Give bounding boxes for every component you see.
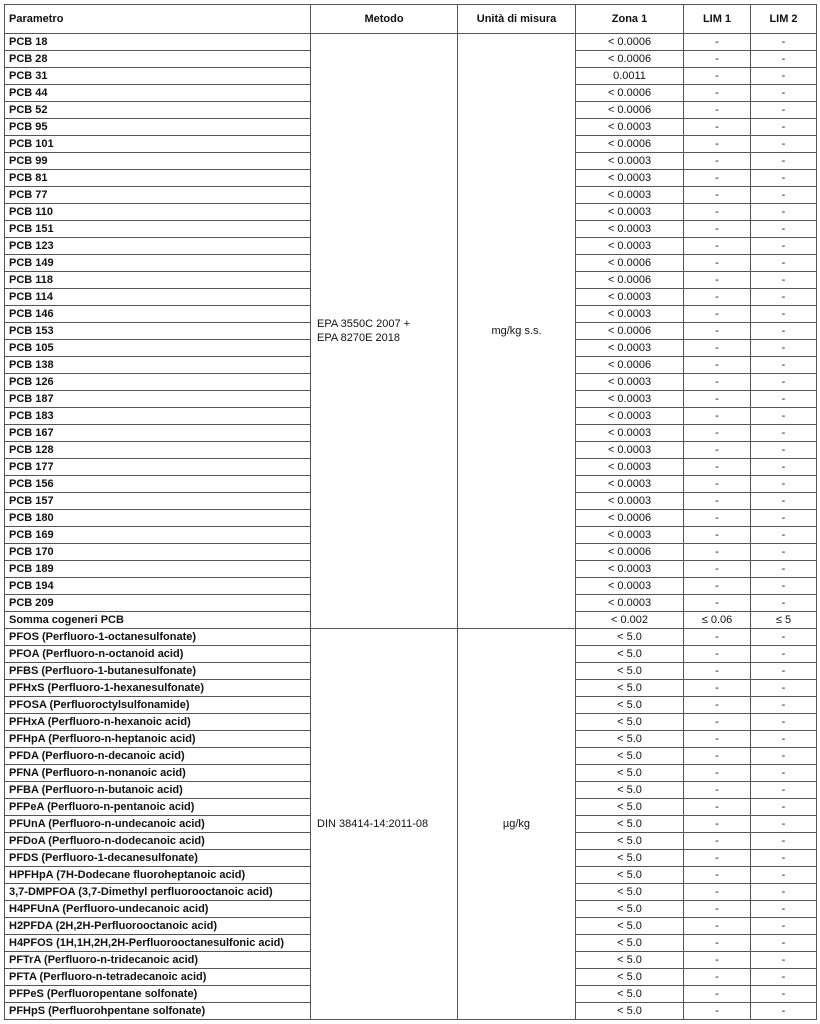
- zona1-value: < 5.0: [576, 816, 684, 833]
- lim2-value: -: [751, 442, 817, 459]
- parameter-name: PCB 28: [5, 51, 311, 68]
- zona1-value: < 0.0006: [576, 51, 684, 68]
- lim2-value: -: [751, 340, 817, 357]
- pfas-method: [311, 629, 458, 1020]
- lim2-value: -: [751, 34, 817, 51]
- zona1-value: < 5.0: [576, 850, 684, 867]
- zona1-value: < 0.0003: [576, 153, 684, 170]
- zona1-value: < 0.0003: [576, 561, 684, 578]
- lim1-value: ≤ 0.06: [684, 612, 751, 629]
- lim1-value: -: [684, 731, 751, 748]
- lim2-value: -: [751, 969, 817, 986]
- lim2-value: -: [751, 952, 817, 969]
- parameter-name: PCB 128: [5, 442, 311, 459]
- lim1-value: -: [684, 867, 751, 884]
- lim1-value: -: [684, 221, 751, 238]
- parameter-name: PCB 81: [5, 170, 311, 187]
- lim1-value: -: [684, 765, 751, 782]
- zona1-value: < 0.0006: [576, 323, 684, 340]
- pcb-unit: mg/kg s.s.: [458, 34, 576, 629]
- method-line: EPA 8270E 2018: [317, 332, 400, 344]
- method-text: DIN 38414-14:2011-08: [317, 818, 429, 830]
- parameter-name: PCB 95: [5, 119, 311, 136]
- parameter-name: PCB 126: [5, 374, 311, 391]
- parameter-name: PFOA (Perfluoro-n-octanoid acid): [5, 646, 311, 663]
- parameter-name: PCB 44: [5, 85, 311, 102]
- parameter-name: PCB 194: [5, 578, 311, 595]
- lim1-value: -: [684, 884, 751, 901]
- parameter-name: PCB 151: [5, 221, 311, 238]
- lim2-value: -: [751, 935, 817, 952]
- lim1-value: -: [684, 544, 751, 561]
- lim1-value: -: [684, 272, 751, 289]
- zona1-value: < 5.0: [576, 646, 684, 663]
- lim2-value: -: [751, 510, 817, 527]
- lim1-value: -: [684, 595, 751, 612]
- parameter-name: PCB 31: [5, 68, 311, 85]
- parameter-name: PCB 177: [5, 459, 311, 476]
- zona1-value: < 5.0: [576, 697, 684, 714]
- lim2-value: -: [751, 272, 817, 289]
- parameter-name: PCB 18: [5, 34, 311, 51]
- zona1-value: < 0.0003: [576, 289, 684, 306]
- lim1-value: -: [684, 459, 751, 476]
- parameter-name: PCB 167: [5, 425, 311, 442]
- zona1-value: < 5.0: [576, 782, 684, 799]
- zona1-value: < 0.002: [576, 612, 684, 629]
- parameter-name: PCB 52: [5, 102, 311, 119]
- lim1-value: -: [684, 952, 751, 969]
- zona1-value: < 0.0003: [576, 578, 684, 595]
- lim2-value: -: [751, 561, 817, 578]
- lim2-value: -: [751, 391, 817, 408]
- lim1-value: -: [684, 289, 751, 306]
- parameter-name: PCB 149: [5, 255, 311, 272]
- header-parametro: Parametro: [5, 5, 311, 34]
- parameter-name: PCB 105: [5, 340, 311, 357]
- parameter-name: PCB 180: [5, 510, 311, 527]
- zona1-value: < 5.0: [576, 765, 684, 782]
- lim2-value: -: [751, 850, 817, 867]
- zona1-value: < 0.0003: [576, 170, 684, 187]
- lim2-value: -: [751, 867, 817, 884]
- lim2-value: -: [751, 289, 817, 306]
- lim2-value: -: [751, 85, 817, 102]
- lim1-value: -: [684, 816, 751, 833]
- zona1-value: < 0.0006: [576, 357, 684, 374]
- header-metodo: Metodo: [311, 5, 458, 34]
- parameter-name: PFOSA (Perfluoroctylsulfonamide): [5, 697, 311, 714]
- zona1-value: < 0.0003: [576, 374, 684, 391]
- lim1-value: -: [684, 833, 751, 850]
- lim1-value: -: [684, 85, 751, 102]
- parameter-name: PFNA (Perfluoro-n-nonanoic acid): [5, 765, 311, 782]
- lim2-value: -: [751, 816, 817, 833]
- zona1-value: < 5.0: [576, 1003, 684, 1020]
- lim1-value: -: [684, 986, 751, 1003]
- lim1-value: -: [684, 901, 751, 918]
- lim2-value: -: [751, 187, 817, 204]
- lim2-value: -: [751, 748, 817, 765]
- zona1-value: < 5.0: [576, 663, 684, 680]
- parameter-name: PCB 209: [5, 595, 311, 612]
- lim1-value: -: [684, 680, 751, 697]
- zona1-value: < 5.0: [576, 867, 684, 884]
- lim1-value: -: [684, 391, 751, 408]
- lim1-value: -: [684, 102, 751, 119]
- parameter-name: PCB 156: [5, 476, 311, 493]
- lim2-value: -: [751, 51, 817, 68]
- lim2-value: -: [751, 578, 817, 595]
- zona1-value: < 0.0006: [576, 272, 684, 289]
- parameter-name: PFPeA (Perfluoro-n-pentanoic acid): [5, 799, 311, 816]
- lim1-value: -: [684, 170, 751, 187]
- lim1-value: -: [684, 646, 751, 663]
- lim1-value: -: [684, 187, 751, 204]
- lim1-value: -: [684, 663, 751, 680]
- lim2-value: -: [751, 663, 817, 680]
- lim2-value: -: [751, 595, 817, 612]
- zona1-value: < 5.0: [576, 986, 684, 1003]
- lim2-value: -: [751, 476, 817, 493]
- lim2-value: -: [751, 68, 817, 85]
- lim1-value: -: [684, 323, 751, 340]
- zona1-value: < 0.0003: [576, 204, 684, 221]
- lim1-value: -: [684, 153, 751, 170]
- lim2-value: -: [751, 646, 817, 663]
- header-lim2: LIM 2: [751, 5, 817, 34]
- lim2-value: -: [751, 459, 817, 476]
- parameter-name: PFDS (Perfluoro-1-decanesulfonate): [5, 850, 311, 867]
- lim1-value: -: [684, 697, 751, 714]
- zona1-value: < 0.0006: [576, 102, 684, 119]
- parameter-name: PCB 138: [5, 357, 311, 374]
- zona1-value: < 0.0006: [576, 510, 684, 527]
- zona1-value: < 5.0: [576, 901, 684, 918]
- lim2-value: -: [751, 255, 817, 272]
- lim1-value: -: [684, 969, 751, 986]
- parameter-name: PFDA (Perfluoro-n-decanoic acid): [5, 748, 311, 765]
- lim1-value: -: [684, 935, 751, 952]
- zona1-value: < 0.0003: [576, 527, 684, 544]
- parameter-name: HPFHpA (7H-Dodecane fluoroheptanoic acid): [5, 867, 311, 884]
- lim1-value: -: [684, 340, 751, 357]
- parameter-name: PFHxA (Perfluoro-n-hexanoic acid): [5, 714, 311, 731]
- lim2-value: -: [751, 374, 817, 391]
- lim1-value: -: [684, 306, 751, 323]
- zona1-value: < 0.0003: [576, 340, 684, 357]
- parameter-name: PFHpS (Perfluorohpentane solfonate): [5, 1003, 311, 1020]
- lim1-value: -: [684, 408, 751, 425]
- lim2-value: -: [751, 221, 817, 238]
- parameter-name: PCB 146: [5, 306, 311, 323]
- lim1-value: -: [684, 799, 751, 816]
- parameter-name: PFTrA (Perfluoro-n-tridecanoic acid): [5, 952, 311, 969]
- lim2-value: -: [751, 102, 817, 119]
- table-row: [5, 34, 817, 51]
- lim2-value: -: [751, 527, 817, 544]
- lim2-value: -: [751, 493, 817, 510]
- parameter-name: PCB 99: [5, 153, 311, 170]
- zona1-value: < 0.0003: [576, 459, 684, 476]
- zona1-value: < 0.0003: [576, 306, 684, 323]
- parameter-name: PCB 123: [5, 238, 311, 255]
- parameter-name: 3,7-DMPFOA (3,7-Dimethyl perfluorooctanoic acid): [5, 884, 311, 901]
- lim1-value: -: [684, 527, 751, 544]
- lim1-value: -: [684, 493, 751, 510]
- zona1-value: < 0.0006: [576, 85, 684, 102]
- parameter-name: PCB 114: [5, 289, 311, 306]
- lim1-value: -: [684, 119, 751, 136]
- lim2-value: -: [751, 153, 817, 170]
- zona1-value: < 0.0003: [576, 391, 684, 408]
- lim2-value: -: [751, 765, 817, 782]
- lim1-value: -: [684, 782, 751, 799]
- lim1-value: -: [684, 629, 751, 646]
- results-table: [4, 4, 817, 1020]
- lim2-value: -: [751, 238, 817, 255]
- lim1-value: -: [684, 238, 751, 255]
- lim1-value: -: [684, 442, 751, 459]
- lim1-value: -: [684, 476, 751, 493]
- lim1-value: -: [684, 425, 751, 442]
- zona1-value: < 0.0003: [576, 408, 684, 425]
- parameter-name: PFTA (Perfluoro-n-tetradecanoic acid): [5, 969, 311, 986]
- lim1-value: -: [684, 374, 751, 391]
- header-lim1: LIM 1: [684, 5, 751, 34]
- lim1-value: -: [684, 68, 751, 85]
- zona1-value: < 0.0003: [576, 442, 684, 459]
- table-row: [5, 629, 817, 646]
- lim2-value: -: [751, 629, 817, 646]
- zona1-value: < 0.0003: [576, 493, 684, 510]
- parameter-name: PCB 170: [5, 544, 311, 561]
- lim1-value: -: [684, 850, 751, 867]
- zona1-value: < 5.0: [576, 969, 684, 986]
- parameter-name: PCB 153: [5, 323, 311, 340]
- parameter-name: PFOS (Perfluoro-1-octanesulfonate): [5, 629, 311, 646]
- lim2-value: -: [751, 170, 817, 187]
- lim2-value: -: [751, 1003, 817, 1020]
- pfas-unit: µg/kg: [458, 629, 576, 1020]
- lim1-value: -: [684, 748, 751, 765]
- zona1-value: < 5.0: [576, 714, 684, 731]
- zona1-value: < 0.0003: [576, 238, 684, 255]
- lim2-value: -: [751, 918, 817, 935]
- lim2-value: -: [751, 731, 817, 748]
- header-zona1: Zona 1: [576, 5, 684, 34]
- lim1-value: -: [684, 136, 751, 153]
- lim1-value: -: [684, 561, 751, 578]
- header-row: [5, 5, 817, 34]
- zona1-value: < 5.0: [576, 748, 684, 765]
- zona1-value: < 5.0: [576, 952, 684, 969]
- lim2-value: -: [751, 986, 817, 1003]
- pcb-method: [311, 34, 458, 629]
- parameter-name: PCB 101: [5, 136, 311, 153]
- lim1-value: -: [684, 714, 751, 731]
- lim1-value: -: [684, 204, 751, 221]
- parameter-name: H2PFDA (2H,2H-Perfluorooctanoic acid): [5, 918, 311, 935]
- lim2-value: -: [751, 306, 817, 323]
- parameter-name: PCB 189: [5, 561, 311, 578]
- parameter-name: PCB 169: [5, 527, 311, 544]
- zona1-value: < 0.0003: [576, 595, 684, 612]
- parameter-name: PCB 187: [5, 391, 311, 408]
- zona1-value: < 5.0: [576, 935, 684, 952]
- parameter-name: PFHpA (Perfluoro-n-heptanoic acid): [5, 731, 311, 748]
- zona1-value: < 5.0: [576, 833, 684, 850]
- lim2-value: -: [751, 357, 817, 374]
- zona1-value: < 5.0: [576, 629, 684, 646]
- lim2-value: -: [751, 799, 817, 816]
- lim2-value: -: [751, 544, 817, 561]
- parameter-name: PFBA (Perfluoro-n-butanoic acid): [5, 782, 311, 799]
- zona1-value: < 0.0006: [576, 255, 684, 272]
- parameter-name: H4PFUnA (Perfluoro-undecanoic acid): [5, 901, 311, 918]
- lim1-value: -: [684, 255, 751, 272]
- parameter-name: PFBS (Perfluoro-1-butanesulfonate): [5, 663, 311, 680]
- zona1-value: < 0.0003: [576, 476, 684, 493]
- parameter-name: PCB 183: [5, 408, 311, 425]
- parameter-name: PCB 77: [5, 187, 311, 204]
- parameter-name: PCB 118: [5, 272, 311, 289]
- lim1-value: -: [684, 34, 751, 51]
- header-unita: Unità di misura: [458, 5, 576, 34]
- parameter-name: PFPeS (Perfluoropentane solfonate): [5, 986, 311, 1003]
- lim2-value: -: [751, 136, 817, 153]
- lim2-value: -: [751, 408, 817, 425]
- lim2-value: -: [751, 680, 817, 697]
- zona1-value: < 5.0: [576, 918, 684, 935]
- lim2-value: -: [751, 119, 817, 136]
- lim1-value: -: [684, 918, 751, 935]
- zona1-value: < 0.0006: [576, 136, 684, 153]
- zona1-value: < 5.0: [576, 884, 684, 901]
- zona1-value: < 5.0: [576, 731, 684, 748]
- lim2-value: -: [751, 425, 817, 442]
- lim2-value: -: [751, 833, 817, 850]
- zona1-value: < 5.0: [576, 680, 684, 697]
- lim2-value: -: [751, 204, 817, 221]
- lim2-value: -: [751, 884, 817, 901]
- lim1-value: -: [684, 1003, 751, 1020]
- lim2-value: -: [751, 901, 817, 918]
- zona1-value: < 0.0003: [576, 119, 684, 136]
- parameter-name: PFHxS (Perfluoro-1-hexanesulfonate): [5, 680, 311, 697]
- lim1-value: -: [684, 510, 751, 527]
- method-line: EPA 3550C 2007 +: [317, 318, 411, 330]
- parameter-name: PFUnA (Perfluoro-n-undecanoic acid): [5, 816, 311, 833]
- lim2-value: -: [751, 714, 817, 731]
- parameter-name: PCB 157: [5, 493, 311, 510]
- lim2-value: -: [751, 697, 817, 714]
- lim1-value: -: [684, 51, 751, 68]
- parameter-name: Somma cogeneri PCB: [5, 612, 311, 629]
- lim2-value: -: [751, 323, 817, 340]
- parameter-name: PCB 110: [5, 204, 311, 221]
- lim1-value: -: [684, 578, 751, 595]
- parameter-name: H4PFOS (1H,1H,2H,2H-Perfluorooctanesulfonic acid): [5, 935, 311, 952]
- zona1-value: < 5.0: [576, 799, 684, 816]
- zona1-value: < 0.0003: [576, 187, 684, 204]
- lim2-value: -: [751, 782, 817, 799]
- lim2-value: ≤ 5: [751, 612, 817, 629]
- zona1-value: < 0.0006: [576, 34, 684, 51]
- zona1-value: < 0.0003: [576, 221, 684, 238]
- zona1-value: < 0.0006: [576, 544, 684, 561]
- zona1-value: < 0.0003: [576, 425, 684, 442]
- zona1-value: 0.0011: [576, 68, 684, 85]
- parameter-name: PFDoA (Perfluoro-n-dodecanoic acid): [5, 833, 311, 850]
- lim1-value: -: [684, 357, 751, 374]
